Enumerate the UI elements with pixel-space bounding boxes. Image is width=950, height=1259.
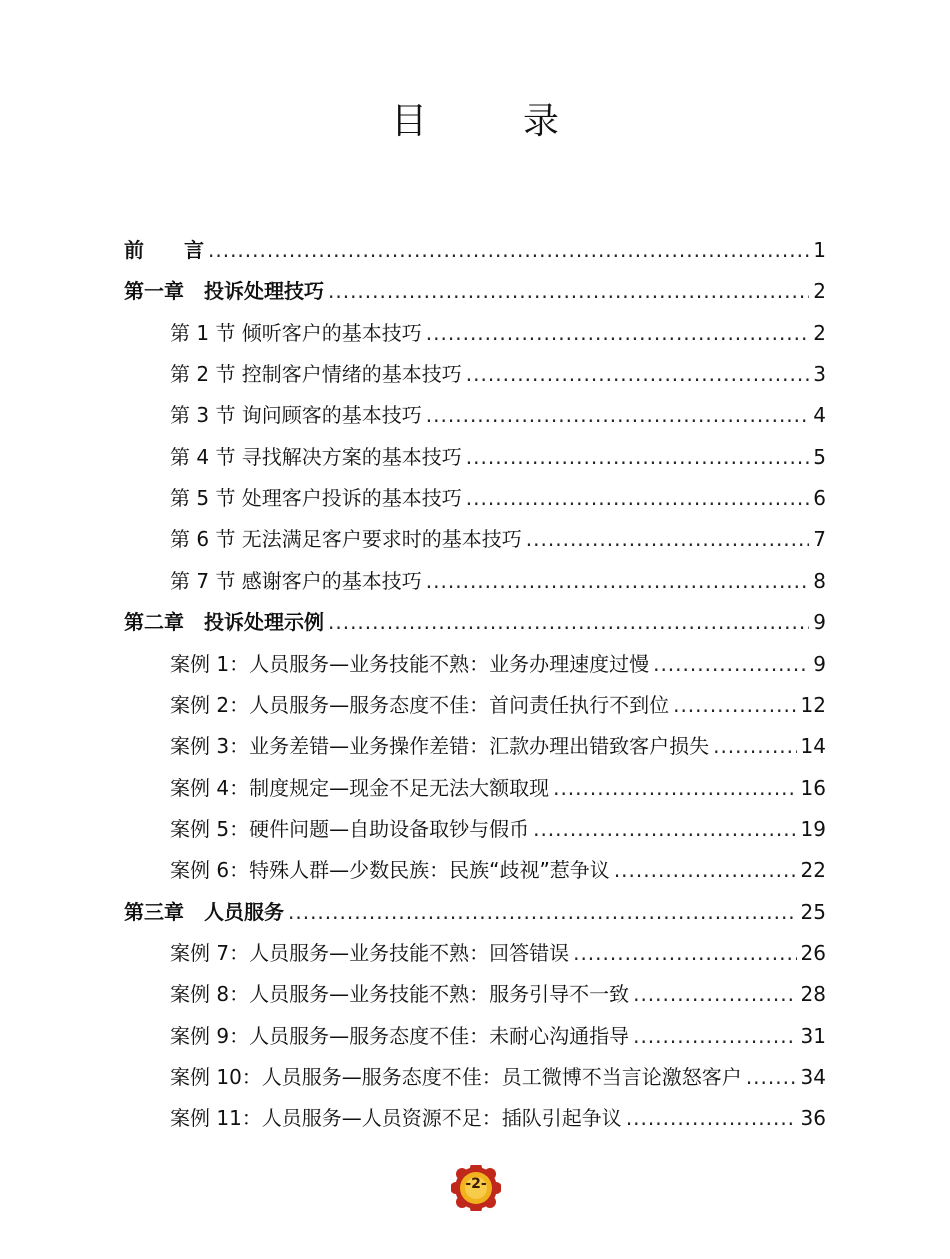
toc-section-entry[interactable]: [170, 442, 826, 472]
toc-leader-dots: [426, 566, 809, 596]
toc-section-entry[interactable]: [170, 773, 826, 803]
toc-leader-dots: [466, 359, 809, 389]
toc-entry-title: 前 言: [124, 238, 204, 262]
toc-section-entry[interactable]: [170, 690, 826, 720]
toc-page-number: 5: [813, 444, 826, 469]
toc-entry-title: 第二章 投诉处理示例: [124, 610, 324, 635]
toc-page-number: 19: [800, 816, 826, 841]
toc-entry-title: 案例 10：人员服务—服务态度不佳：员工微博不当言论激怒客户: [170, 1065, 742, 1089]
toc-page-number: 36: [800, 1106, 826, 1131]
toc-entry-title: 案例 2：人员服务—服务态度不佳：首问责任执行不到位: [170, 692, 670, 717]
toc-entry-title: 第 1 节 倾听客户的基本技巧: [170, 320, 422, 345]
toc-chapter-entry[interactable]: [124, 235, 826, 265]
toc-page-number: 2: [813, 320, 826, 345]
toc-page-number: 22: [800, 858, 826, 883]
toc-page-number: 31: [800, 1023, 826, 1048]
toc-entry-title: 案例 3：业务差错—业务操作差错：汇款办理出错致客户损失: [170, 734, 710, 759]
toc-page-number: 3: [813, 362, 826, 387]
toc-page-number: 25: [800, 899, 826, 924]
toc-entry-title: 第 5 节 处理客户投诉的基本技巧: [170, 486, 462, 511]
toc-page-number: 7: [813, 527, 826, 552]
toc-page-number: 26: [800, 940, 826, 965]
toc-entry-title: 案例 5：硬件问题—自助设备取钞与假币: [170, 816, 530, 841]
toc-entry-title: 案例 7：人员服务—业务技能不熟：回答错误: [170, 940, 570, 965]
toc-page-number: 1: [813, 238, 826, 262]
toc-entry-title: 案例 6：特殊人群—少数民族：民族“歧视”惹争议: [170, 858, 610, 883]
toc-leader-dots: [746, 1062, 797, 1092]
page-number-badge: [451, 1165, 501, 1211]
table-of-contents: [0, 230, 950, 1150]
toc-leader-dots: [673, 690, 796, 720]
toc-section-entry[interactable]: [170, 1021, 826, 1051]
toc-chapter-entry[interactable]: [124, 607, 826, 637]
toc-section-entry[interactable]: [170, 359, 826, 389]
toc-section-entry[interactable]: [170, 855, 826, 885]
toc-page-number: 2: [813, 279, 826, 304]
page-title: 目 录: [390, 101, 589, 142]
toc-page-number: 4: [813, 403, 826, 428]
toc-leader-dots: [573, 938, 796, 968]
toc-entry-title: 案例 11：人员服务—人员资源不足：插队引起争议: [170, 1106, 622, 1131]
toc-section-entry[interactable]: [170, 731, 826, 761]
toc-section-entry[interactable]: [170, 979, 826, 1009]
toc-section-entry[interactable]: [170, 1062, 826, 1092]
toc-page-number: 14: [800, 734, 826, 759]
toc-section-entry[interactable]: [170, 1103, 826, 1133]
toc-entry-title: 第 3 节 询问顾客的基本技巧: [170, 403, 422, 428]
toc-leader-dots: [466, 442, 809, 472]
toc-leader-dots: [208, 235, 809, 265]
toc-page-number: 8: [813, 568, 826, 593]
toc-entry-title: 第一章 投诉处理技巧: [124, 279, 324, 304]
toc-section-entry[interactable]: [170, 400, 826, 430]
toc-leader-dots: [288, 897, 797, 927]
page-number: -2-: [465, 1176, 487, 1192]
toc-entry-title: 案例 1：人员服务—业务技能不熟：业务办理速度过慢: [170, 651, 650, 676]
toc-section-entry[interactable]: [170, 483, 826, 513]
toc-leader-dots: [626, 1103, 797, 1133]
toc-page-number: 28: [800, 982, 826, 1007]
toc-leader-dots: [466, 483, 809, 513]
toc-leader-dots: [533, 814, 796, 844]
toc-page-number: 9: [813, 610, 826, 635]
toc-page-number: 6: [813, 486, 826, 511]
toc-entry-title: 第 7 节 感谢客户的基本技巧: [170, 568, 422, 593]
toc-entry-title: 案例 8：人员服务—业务技能不熟：服务引导不一致: [170, 982, 630, 1007]
toc-leader-dots: [614, 855, 797, 885]
toc-entry-title: 第三章 人员服务: [124, 899, 284, 924]
toc-leader-dots: [633, 1021, 796, 1051]
toc-leader-dots: [553, 773, 796, 803]
toc-leader-dots: [426, 318, 809, 348]
toc-leader-dots: [328, 607, 809, 637]
toc-section-entry[interactable]: [170, 318, 826, 348]
toc-entry-title: 案例 4：制度规定—现金不足无法大额取现: [170, 775, 550, 800]
toc-page-number: 9: [813, 651, 826, 676]
toc-chapter-entry[interactable]: [124, 276, 826, 306]
toc-chapter-entry[interactable]: [124, 897, 826, 927]
toc-section-entry[interactable]: [170, 566, 826, 596]
toc-leader-dots: [713, 731, 796, 761]
toc-page-number: 16: [800, 775, 826, 800]
toc-section-entry[interactable]: [170, 814, 826, 844]
toc-leader-dots: [633, 979, 796, 1009]
toc-entry-title: 第 2 节 控制客户情绪的基本技巧: [170, 362, 462, 387]
toc-entry-title: 案例 9：人员服务—服务态度不佳：未耐心沟通指导: [170, 1023, 630, 1048]
toc-page-number: 34: [800, 1065, 826, 1089]
toc-entry-title: 第 6 节 无法满足客户要求时的基本技巧: [170, 527, 522, 552]
toc-section-entry[interactable]: [170, 649, 826, 679]
toc-section-entry[interactable]: [170, 938, 826, 968]
toc-section-entry[interactable]: [170, 524, 826, 554]
toc-leader-dots: [526, 524, 809, 554]
toc-entry-title: 第 4 节 寻找解决方案的基本技巧: [170, 444, 462, 469]
toc-leader-dots: [426, 400, 809, 430]
toc-leader-dots: [653, 649, 809, 679]
toc-leader-dots: [328, 276, 809, 306]
toc-page-number: 12: [800, 692, 826, 717]
